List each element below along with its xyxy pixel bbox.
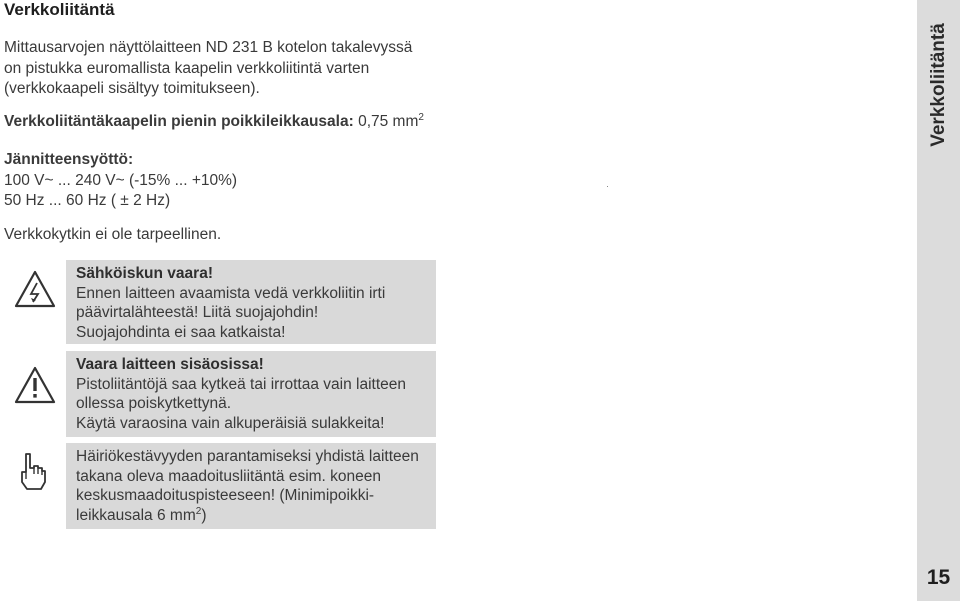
stray-dot: [607, 186, 608, 187]
cable-spec-label: Verkkoliitäntäkaapelin pienin poikkileikkausala:: [4, 113, 354, 130]
notice-line: Ennen laitteen avaamista vedä verkkoliitin irti: [76, 284, 386, 302]
notice-line-text: leikkausala 6 mm: [76, 506, 196, 524]
page-heading: Verkkoliitäntä: [4, 0, 115, 19]
page-number: 15: [926, 566, 951, 589]
switch-note: Verkkokytkin ei ole tarpeellinen.: [4, 226, 222, 243]
notice-line: ollessa poiskytkettynä.: [76, 395, 232, 412]
notice-line: Käytä varaosina vain alkuperäisiä sulakkeita!: [76, 414, 385, 432]
notice-close-paren: ): [201, 506, 207, 524]
pointing-hand-icon: [16, 452, 48, 492]
notice-grounding: [66, 443, 436, 529]
cable-spec-sup: 2: [418, 112, 424, 123]
intro-line: Mittausarvojen näyttölaitteen ND 231 B kotelon takalevyssä: [4, 39, 413, 56]
cable-spec: [4, 113, 424, 131]
cable-spec-value: 0,75 mm: [358, 113, 419, 130]
intro-line: on pistukka euromallista kaapelin verkkoliitintä varten: [4, 59, 370, 77]
notice-line: Pistoliitäntöjä saa kytkeä tai irrottaa vain laitteen: [76, 375, 406, 393]
power-supply-spec: [4, 150, 237, 212]
power-supply-frequency: 50 Hz ... 60 Hz ( ± 2 Hz): [4, 192, 171, 209]
power-supply-voltage: 100 V~ ... 240 V~ (-15% ... +10%): [4, 171, 238, 189]
notice-title: Sähköiskun vaara!: [76, 265, 213, 282]
notice-line: [76, 506, 436, 526]
notice-line: Häiriökestävyyden parantamiseksi yhdistä laitteen: [76, 448, 419, 465]
notice-line: Suojajohdinta ei saa katkaista!: [76, 323, 286, 341]
danger-warning-icon: [14, 366, 56, 404]
notice-sup: 2: [195, 505, 202, 517]
notice-title: Vaara laitteen sisäosissa!: [76, 356, 264, 373]
electric-shock-warning-icon: [14, 270, 56, 308]
power-supply-label: Jännitteensyöttö:: [4, 151, 134, 168]
notice-line: keskusmaadoituspisteeseen! (Minimipoikki-: [76, 487, 375, 504]
notice-line: päävirtalähteestä! Liitä suojajohdin!: [76, 304, 319, 321]
notice-electric-shock: [66, 260, 436, 344]
intro-paragraph: [4, 38, 434, 100]
intro-line: (verkkokaapeli sisältyy toimitukseen).: [4, 80, 260, 97]
notice-device-danger: [66, 351, 436, 437]
notice-line: takana oleva maadoitusliitäntä esim. koneen: [76, 467, 382, 485]
sidebar-title: Verkkoliitäntä: [928, 23, 949, 147]
